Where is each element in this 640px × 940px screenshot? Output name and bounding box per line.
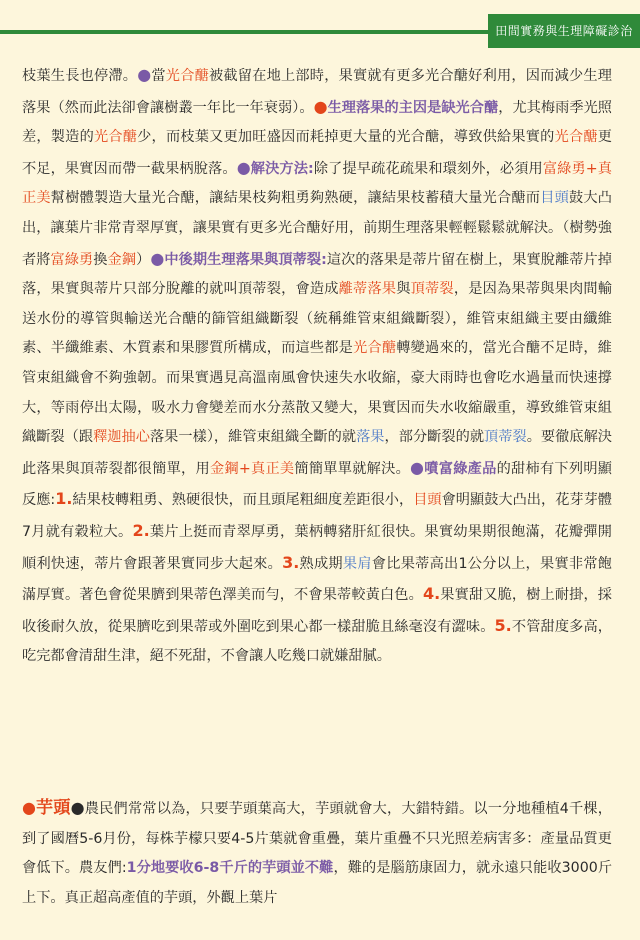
highlight-term: 1分地要收6-8千斤的芋頭並不難 [126,860,334,877]
bullet-dot-icon: ● [313,96,328,116]
text-span: 更不足，果實因而帶一截果柄脫落。 [22,129,612,177]
text-span: 當 [151,68,166,84]
text-span: 會比果蒂高出1公分以上，果實非常飽滿厚實。著色會從果臍到果蒂色澤美而勻，不會果蒂較黃白色。 [22,555,612,604]
product-name: 金鋼 [107,251,137,268]
highlight-term: 落果 [356,429,385,446]
product-name: 金鋼+真正美 [209,460,295,477]
product-name: 富綠勇 [50,251,94,268]
text-span: 枝葉生長也停滯。 [22,68,138,84]
list-number: 1. [55,489,73,509]
section-header-tab: 田間實務與生理障礙診治 [488,14,640,48]
highlight-term: 目頭 [540,190,569,207]
text-span: 葉片上挺而青翠厚勇，葉柄轉豬肝紅很快。果實幼果期很飽滿，花瓣彈開順利快速，蒂片會跟著果實同步大起來。 [22,523,612,572]
highlight-term: 光合醣 [165,68,209,84]
product-name: 富綠勇+真正美 [22,160,612,207]
list-number: 4. [422,584,441,604]
bullet-dot-icon: ● [150,248,165,268]
text-span: 熟成期 [299,555,343,572]
highlight-term: 目頭 [413,492,442,509]
text-span: 的甜柿有下列明顯反應: [22,460,612,509]
text-span: ） [136,251,151,268]
subheading: 噴富綠產品 [424,460,497,477]
highlight-term: 果肩 [342,555,372,572]
taro-section-text [22,793,612,913]
text-span: 這次的落果是蒂片留在樹上，果實脫離蒂片掉落，果實與蒂片只部分脫離的就叫頂蒂裂，會造成 [22,251,612,298]
text-span: 落果一樣），維管束組織全斷的就 [149,429,357,446]
text-span: 。要徹底解決此落果與頂蒂裂都很簡單，用 [22,429,612,477]
subheading: 生理落果的主因是缺光合醣 [327,99,499,116]
text-span: 不管甜度多高，吃完都會清甜生津，絕不死甜，不會讓人吃幾口就嫌甜膩。 [22,618,612,665]
text-span: ，難的是腦筋康固力，就永遠只能收3000斤上下。真正超高產值的芋頭，外觀上葉片 [22,860,613,906]
text-span: 農民們常常以為，只要芋頭葉高大，芋頭就會大，大錯特錯。以一分地種植4千棵，到了國曆5-6月份，每株芋檬只要4-5片葉就會重疊，葉片重疊不只光照差病害多：產量品質更會低下。農友們: [22,801,612,877]
subheading: 中後期生理落果與頂蒂裂: [164,251,327,268]
highlight-term: 頂蒂裂 [410,281,454,298]
text-span: 與 [396,281,411,298]
bullet-dot-icon: ● [410,457,425,477]
text-span: 換 [93,251,108,268]
list-number: 3. [282,552,300,572]
text-span: 結果枝轉粗勇、熟硬很快，而且頭尾粗細度差距很小， [72,492,414,509]
highlight-term: 光合醣 [353,340,397,357]
text-span: 幫樹體製造大量光合醣，讓結果枝夠粗勇夠熟硬，讓結果枝蓄積大量光合醣而 [50,190,541,207]
highlight-term: 光合醣 [554,129,598,146]
list-number: 2. [132,520,150,540]
highlight-term: 頂蒂裂 [484,429,527,446]
main-body-text [22,60,612,672]
subheading: 解決方法: [250,160,314,177]
list-number: 5. [494,615,512,635]
text-span: 果實甜又脆，樹上耐掛，採收後耐久放，從果臍吃到果蒂或外圍吃到果心都一樣甜脆且絲毫沒有澀味。 [22,587,612,635]
text-span: 簡簡單單就解決。 [294,460,411,477]
bullet-dot-icon: ● [22,798,37,817]
text-span: 會明顯鼓大凸出，花芽芽體7月就有穀粒大。 [22,492,612,540]
text-span: ，部分斷裂的就 [384,429,485,446]
text-span: 被截留在地上部時，果實就有更多光合醣好利用，因而減少生理落果（然而此法卻會讓樹叢一年比一年衰弱）。 [22,68,612,116]
text-span: ，尤其梅雨季光照差，製造的 [22,99,612,146]
highlight-term: 釋迦抽心 [93,429,150,446]
text-span: 除了提早疏花疏果和環刻外，必須用 [313,160,543,177]
bullet-dot-icon: ● [236,157,251,177]
bullet-dot-icon: ● [70,798,85,817]
highlight-term: 離蒂落果 [338,281,397,298]
text-span: 鼓大凸出，讓葉片非常青翠厚實，讓果實有更多光合醣好用，前期生理落果輕輕鬆鬆就解決。（樹勢強者將 [22,190,612,268]
bullet-dot-icon: ● [137,65,152,84]
text-span: 少，而枝葉又更加旺盛因而耗掉更大量的光合醣，導致供給果實的 [137,129,555,146]
text-span: ，是因為果蒂與果肉間輸送水份的導管與輸送光合醣的篩管組織斷裂（統稱維管束組織斷裂），維管束組織主要由纖維素、半纖維素、木質素和果膠質所構成，而這些都是 [22,281,612,357]
text-span: 轉變過來的，當光合醣不足時，維管束組織會不夠強韌。而果實遇見高溫南風會快速失水收縮，豪大雨時也會吃水過量而快速撐大，等雨停出太陽，吸水力會變差而水分蒸散又變大，果實因而失水收縮嚴重，導致維管束組織斷裂（跟 [22,340,612,446]
highlight-term: 光合醣 [93,129,138,146]
section-title: 芋頭 [36,798,71,818]
